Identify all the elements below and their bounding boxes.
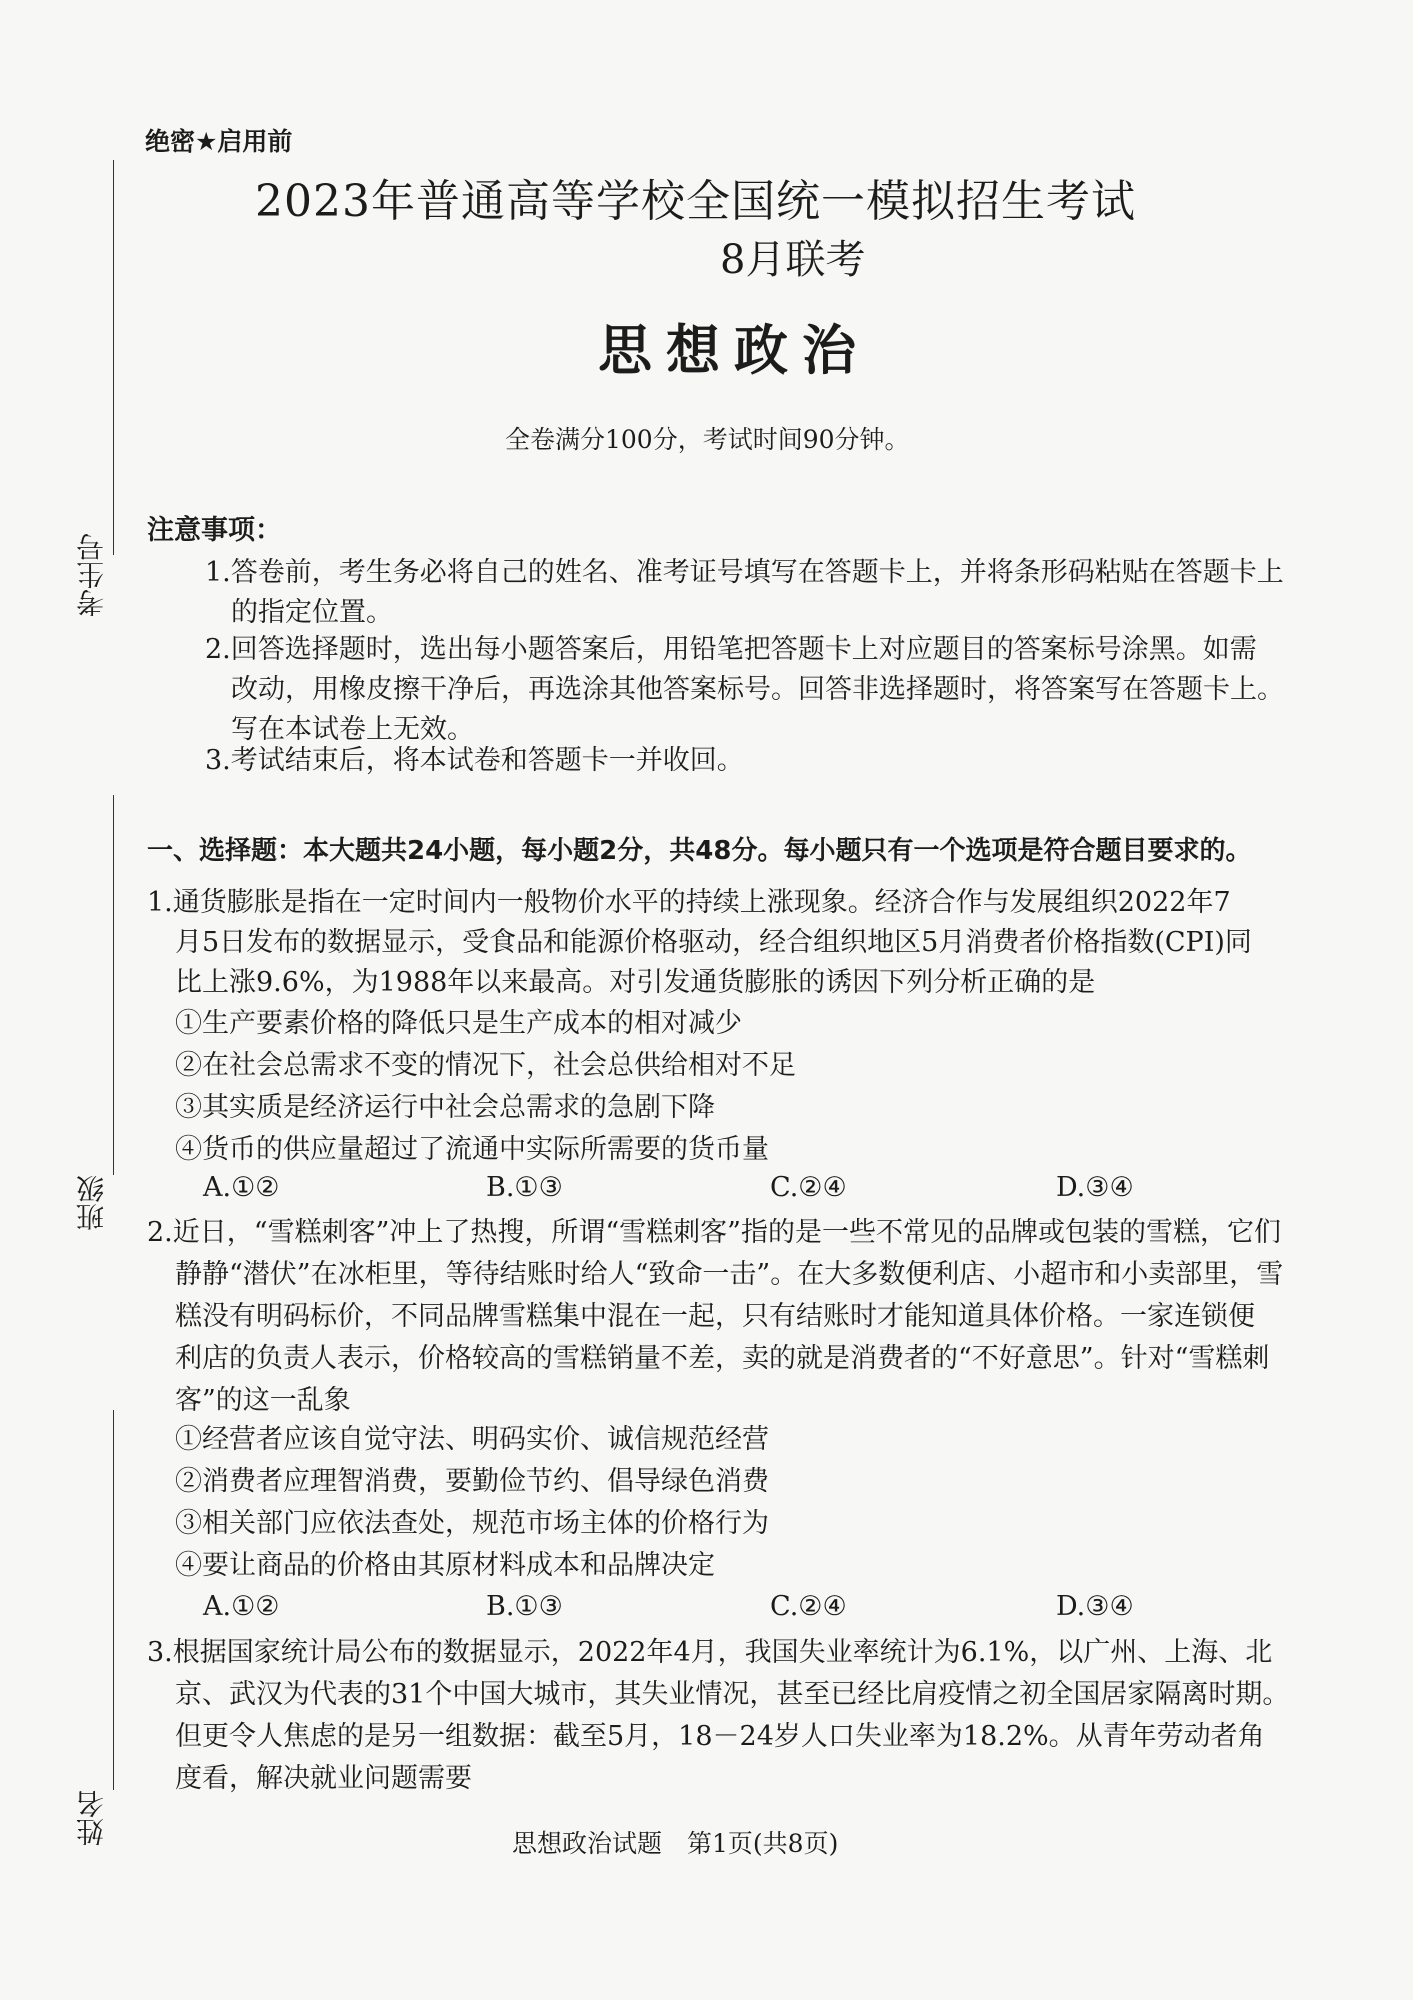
question-3-stem <box>147 1632 1289 1800</box>
score-time: 全卷满分100分，考试时间90分钟。 <box>505 425 910 454</box>
q3-line2: 京、武汉为代表的31个中国大城市，其失业情况，甚至已经比肩疫情之初全国居家隔离时期。 <box>175 1679 1290 1710</box>
q1-option-b[interactable]: B.①③ <box>486 1172 563 1203</box>
page-footer: 思想政治试题 第1页(共8页) <box>512 1829 839 1858</box>
q2-option-b[interactable]: B.①③ <box>486 1591 563 1622</box>
notice-item-2-line3: 写在本试卷上无效。 <box>231 714 474 745</box>
q2-statement-1: ①经营者应该自觉守法、明码实价、诚信规范经营 <box>175 1424 769 1455</box>
question-2-stem <box>147 1212 1283 1422</box>
q2-line2: 静静“潜伏”在冰柜里，等待结账时给人“致命一击”。在大多数便利店、小超市和小卖部里，雪 <box>175 1259 1284 1290</box>
q3-line1: 3.根据国家统计局公布的数据显示，2022年4月，我国失业率统计为6.1%，以广州、上海、北 <box>147 1637 1273 1668</box>
q1-line1: 1.通货膨胀是指在一定时间内一般物价水平的持续上涨现象。经济合作与发展组织2022年7 <box>147 887 1231 918</box>
q1-statement-2: ②在社会总需求不变的情况下，社会总供给相对不足 <box>175 1050 796 1081</box>
exam-title: 2023年普通高等学校全国统一模拟招生考试 <box>255 176 1136 227</box>
q1-line2: 月5日发布的数据显示，受食品和能源价格驱动，经合组织地区5月消费者价格指数(CPI)同 <box>175 927 1252 958</box>
name-label: 姓名 <box>75 1790 108 1846</box>
q2-option-c[interactable]: C.②④ <box>770 1591 847 1622</box>
q2-statement-2: ②消费者应理智消费，要勤俭节约、倡导绿色消费 <box>175 1466 769 1497</box>
question-1-statements <box>175 1003 796 1171</box>
binding-line-bottom <box>113 1410 114 1790</box>
q3-line3: 但更令人焦虑的是另一组数据：截至5月，18－24岁人口失业率为18.2%。从青年劳动者角 <box>175 1721 1265 1752</box>
binding-line-top <box>113 160 114 555</box>
notice-item-1 <box>205 553 1284 633</box>
q2-statement-3: ③相关部门应依法查处，规范市场主体的价格行为 <box>175 1508 769 1539</box>
notice-item-1-line2: 的指定位置。 <box>231 597 393 628</box>
q1-option-a[interactable]: A.①② <box>203 1172 280 1203</box>
q1-option-c[interactable]: C.②④ <box>770 1172 847 1203</box>
q1-statement-4: ④货币的供应量超过了流通中实际所需要的货币量 <box>175 1134 769 1165</box>
section-heading: 一、选择题：本大题共24小题，每小题2分，共48分。每小题只有一个选项是符合题目要求的。 <box>147 836 1252 866</box>
q1-statement-1: ①生产要素价格的降低只是生产成本的相对减少 <box>175 1008 742 1039</box>
notice-item-2-line2: 改动，用橡皮擦干净后，再选涂其他答案标号。回答非选择题时，将答案写在答题卡上。 <box>231 674 1284 705</box>
q1-option-d[interactable]: D.③④ <box>1056 1172 1134 1203</box>
q2-statement-4: ④要让商品的价格由其原材料成本和品牌决定 <box>175 1550 715 1581</box>
question-2-statements <box>175 1419 769 1587</box>
notice-heading: 注意事项： <box>147 515 282 546</box>
q1-line3: 比上涨9.6%，为1988年以来最高。对引发通货膨胀的诱因下列分析正确的是 <box>175 967 1096 998</box>
q2-line1: 2.近日，“雪糕刺客”冲上了热搜，所谓“雪糕刺客”指的是一些不常见的品牌或包装的雪糕，它们 <box>147 1217 1281 1248</box>
q2-option-d[interactable]: D.③④ <box>1056 1591 1134 1622</box>
notice-item-2 <box>205 630 1284 750</box>
notice-item-1-line1: 1.答卷前，考生务必将自己的姓名、准考证号填写在答题卡上，并将条形码粘贴在答题卡上 <box>205 557 1284 588</box>
exam-number-label: 考生号 <box>75 533 108 617</box>
binding-line-middle <box>113 795 114 1175</box>
subject-title: 思想政治 <box>598 318 870 382</box>
confidential-mark: 绝密★启用前 <box>145 127 293 156</box>
class-label: 班级 <box>75 1175 108 1231</box>
q1-statement-3: ③其实质是经济运行中社会总需求的急剧下降 <box>175 1092 715 1123</box>
q2-line4: 利店的负责人表示，价格较高的雪糕销量不差，卖的就是消费者的“不好意思”。针对“雪糕刺 <box>175 1343 1270 1374</box>
notice-item-3: 3.考试结束后，将本试卷和答题卡一并收回。 <box>205 745 744 776</box>
question-1-stem <box>147 883 1252 1003</box>
q2-line3: 糕没有明码标价，不同品牌雪糕集中混在一起，只有结账时才能知道具体价格。一家连锁便 <box>175 1301 1255 1332</box>
q2-line5: 客”的这一乱象 <box>175 1385 351 1416</box>
q3-line4: 度看，解决就业问题需要 <box>175 1763 472 1794</box>
exam-subtitle: 8月联考 <box>720 237 866 283</box>
q2-option-a[interactable]: A.①② <box>203 1591 280 1622</box>
notice-item-2-line1: 2.回答选择题时，选出每小题答案后，用铅笔把答题卡上对应题目的答案标号涂黑。如需 <box>205 634 1257 665</box>
